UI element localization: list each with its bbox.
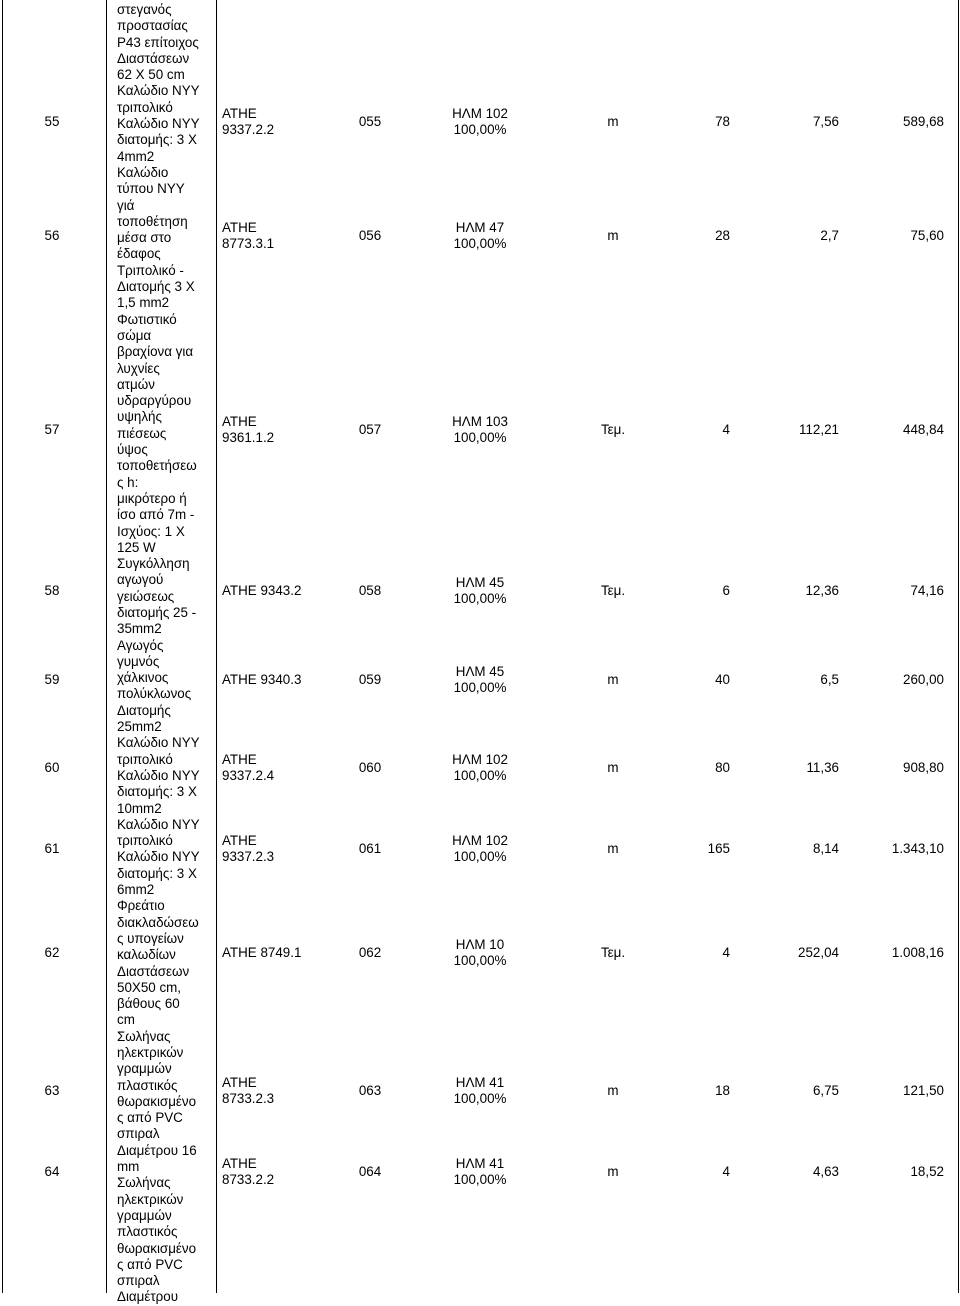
unit-price <box>735 672 839 688</box>
description-line: Σωλήνας <box>117 1028 171 1044</box>
description-line: 25mm2 <box>117 719 162 735</box>
unit-text: m <box>607 671 619 687</box>
item-number-text: 55 <box>44 113 60 129</box>
description-line: υψηλής <box>117 409 162 425</box>
quantity <box>660 841 730 857</box>
unit-price-text: 252,04 <box>798 944 839 960</box>
total-text: 18,52 <box>910 1163 944 1179</box>
article-number <box>340 945 400 961</box>
description-line: Καλώδιο NYY <box>117 767 200 783</box>
description-line: Καλώδιο NYY <box>117 735 200 751</box>
item-number <box>30 228 74 244</box>
table-border-left <box>2 0 3 1293</box>
unit-price <box>735 1164 839 1180</box>
description-line: μέσα στο <box>117 230 172 246</box>
unit-price-text: 2,7 <box>820 227 839 243</box>
unit-price-text: 11,36 <box>806 759 839 775</box>
article-code-text: 9337.2.4 <box>222 767 275 783</box>
description-line: Καλώδιο NYY <box>117 816 200 832</box>
unit-text: m <box>607 227 619 243</box>
article-code <box>222 220 332 253</box>
description-line: τριπολικό <box>117 99 173 115</box>
item-number <box>30 841 74 857</box>
total <box>840 945 944 961</box>
total <box>840 583 944 599</box>
quantity <box>660 583 730 599</box>
price-group-text: ΗΛΜ 10 <box>455 936 505 952</box>
item-number-text: 58 <box>44 582 60 598</box>
article-code-text: ΑΤΗΕ <box>222 413 257 429</box>
price-group <box>420 220 540 253</box>
description-line: πολύκλωνος <box>117 686 192 702</box>
description-line: Διαστάσεων <box>117 50 190 66</box>
description-line: 4mm2 <box>117 148 155 164</box>
item-number <box>30 583 74 599</box>
description-line: 125 W <box>117 539 156 555</box>
article-number <box>340 583 400 599</box>
description-line: πλαστικός <box>117 1224 178 1240</box>
description-line: τριπολικό <box>117 833 173 849</box>
unit-price-text: 8,14 <box>812 840 839 856</box>
article-code-text: 8773.3.1 <box>222 235 275 251</box>
total-text: 260,00 <box>903 671 944 687</box>
total <box>840 841 944 857</box>
quantity-text: 80 <box>715 759 730 775</box>
description-line: 35mm2 <box>117 621 162 637</box>
unit-price-text: 7,56 <box>812 113 839 129</box>
price-group-text: 100,00% <box>453 767 507 783</box>
article-code-text: ΑΤΗΕ 9343.2 <box>222 582 302 598</box>
item-number <box>30 422 74 438</box>
quantity <box>660 228 730 244</box>
description-line: τριπολικό <box>117 751 173 767</box>
description-line: mm <box>117 1159 140 1175</box>
description-line: θωρακισμένο <box>117 1240 197 1256</box>
total <box>840 672 944 688</box>
item-number-text: 62 <box>44 944 60 960</box>
column-divider <box>216 0 217 1293</box>
quantity <box>660 760 730 776</box>
description-line: γιά <box>117 197 135 213</box>
quantity-text: 18 <box>715 1082 730 1098</box>
description-line: 6mm2 <box>117 882 155 898</box>
description-line: Φωτιστικό <box>117 311 177 327</box>
description-line: μικρότερο ή <box>117 490 187 506</box>
description-line: ύψος <box>117 442 148 458</box>
unit-text: m <box>607 113 619 129</box>
total-text: 74,16 <box>910 582 944 598</box>
description-line: Διαμέτρου <box>117 1289 179 1305</box>
quantity-text: 4 <box>722 1163 730 1179</box>
unit-price <box>735 841 839 857</box>
quantity-text: 28 <box>715 227 730 243</box>
description-line: σώμα <box>117 327 152 343</box>
article-number-text: 062 <box>358 944 382 960</box>
description-line: ς h: <box>117 474 139 490</box>
item-number <box>30 1164 74 1180</box>
description-line: πλαστικός <box>117 1077 178 1093</box>
unit-price <box>735 945 839 961</box>
article-code-text: 9361.1.2 <box>222 429 275 445</box>
quantity <box>660 1164 730 1180</box>
unit-text: m <box>607 840 619 856</box>
description-line: P43 επίτοιχος <box>117 34 199 50</box>
unit-price-text: 112,21 <box>799 421 839 437</box>
total-text: 448,84 <box>903 421 944 437</box>
quantity-text: 78 <box>715 113 730 129</box>
description-line: στεγανός <box>117 2 172 17</box>
table-border-right <box>958 0 959 1293</box>
unit <box>558 583 668 599</box>
unit <box>558 114 668 130</box>
unit-text: m <box>607 1082 619 1098</box>
article-number-text: 059 <box>358 671 382 687</box>
description-line: 50X50 cm, <box>117 979 182 995</box>
unit <box>558 672 668 688</box>
unit-price <box>735 583 839 599</box>
article-code-text: ΑΤΗΕ <box>222 219 257 235</box>
price-group <box>420 414 540 447</box>
item-number-text: 60 <box>44 759 60 775</box>
price-group-text: 100,00% <box>453 848 507 864</box>
total <box>840 114 944 130</box>
total <box>840 760 944 776</box>
description-line: βραχίονα για <box>117 344 194 360</box>
price-group-text: 100,00% <box>453 1171 507 1187</box>
price-group-text: ΗΛΜ 102 <box>452 105 508 121</box>
quantity-text: 4 <box>722 944 730 960</box>
price-group-text: 100,00% <box>453 235 507 251</box>
quantity <box>660 1083 730 1099</box>
quantity <box>660 422 730 438</box>
article-code-text: 9337.2.2 <box>222 121 275 137</box>
description-line: προστασίας <box>117 18 188 34</box>
price-group-text: ΗΛΜ 47 <box>455 219 505 235</box>
unit-price <box>735 1083 839 1099</box>
unit-text: Τεμ. <box>600 421 626 437</box>
description-line: υδραργύρου <box>117 393 192 409</box>
price-group-text: 100,00% <box>453 590 507 606</box>
article-number-text: 056 <box>358 227 382 243</box>
price-group-text: ΗΛΜ 45 <box>455 663 505 679</box>
item-number-text: 61 <box>44 840 60 856</box>
description-line: πιέσεως <box>117 425 167 441</box>
article-number-text: 060 <box>358 759 382 775</box>
price-group-text: 100,00% <box>453 952 507 968</box>
article-number <box>340 841 400 857</box>
item-number <box>30 1083 74 1099</box>
description-line: αγωγού <box>117 572 164 588</box>
description-line: Αγωγός <box>117 637 164 653</box>
unit <box>558 1083 668 1099</box>
price-group <box>420 937 540 970</box>
quantity <box>660 114 730 130</box>
item-number <box>30 945 74 961</box>
total <box>840 228 944 244</box>
article-code-text: ΑΤΗΕ <box>222 832 257 848</box>
price-group-text: 100,00% <box>453 121 507 137</box>
unit-price <box>735 760 839 776</box>
description-line: διατομής: 3 X <box>117 132 197 148</box>
article-code <box>222 414 332 447</box>
description-line: Συγκόλληση <box>117 556 190 572</box>
item-number <box>30 672 74 688</box>
article-code <box>222 833 332 866</box>
item-number-text: 56 <box>44 227 60 243</box>
article-number <box>340 672 400 688</box>
item-number-text: 59 <box>44 671 60 687</box>
article-code-text: ΑΤΗΕ 8749.1 <box>222 944 302 960</box>
description-line: ς από PVC <box>117 1110 183 1126</box>
description-line: γραμμών <box>117 1207 172 1223</box>
article-number <box>340 422 400 438</box>
unit-price-text: 4,63 <box>812 1163 839 1179</box>
article-code-text: 8733.2.3 <box>222 1090 275 1106</box>
article-number <box>340 1164 400 1180</box>
description-line: χάλκινος <box>117 670 169 686</box>
price-group <box>420 752 540 785</box>
item-number-text: 63 <box>44 1082 60 1098</box>
description-line: ίσο από 7m - <box>117 507 195 523</box>
unit-price-text: 6,5 <box>820 671 839 687</box>
description-line: λυχνίες <box>117 360 160 376</box>
article-code-text: ΑΤΗΕ <box>222 751 257 767</box>
description-line: ηλεκτρικών <box>117 1191 184 1207</box>
article-code-text: 9337.2.3 <box>222 848 275 864</box>
description-line: τοποθετήσεω <box>117 458 197 474</box>
article-code <box>222 672 332 688</box>
article-number <box>340 228 400 244</box>
unit-price-text: 6,75 <box>812 1082 839 1098</box>
unit-text: m <box>607 1163 619 1179</box>
article-code <box>222 752 332 785</box>
unit-price <box>735 422 839 438</box>
price-group-text: ΗΛΜ 45 <box>455 574 505 590</box>
unit <box>558 945 668 961</box>
article-code-text: 8733.2.2 <box>222 1171 275 1187</box>
article-number-text: 064 <box>358 1163 382 1179</box>
item-number <box>30 760 74 776</box>
description-line: τοποθέτηση <box>117 213 188 229</box>
unit-text: Τεμ. <box>600 944 626 960</box>
price-group-text: 100,00% <box>453 679 507 695</box>
price-group <box>420 1075 540 1108</box>
total-text: 908,80 <box>903 759 944 775</box>
unit-text: Τεμ. <box>600 582 626 598</box>
total-text: 1.008,16 <box>891 944 944 960</box>
price-group <box>420 575 540 608</box>
quantity-text: 165 <box>707 840 730 856</box>
price-group-text: ΗΛΜ 102 <box>452 751 508 767</box>
article-code-text: ΑΤΗΕ <box>222 1074 257 1090</box>
description-line: ηλεκτρικών <box>117 1045 184 1060</box>
description-line: Σωλήνας <box>117 1175 171 1191</box>
description-line: έδαφος <box>117 246 161 262</box>
description-line: βάθους 60 <box>117 996 180 1012</box>
description-line: cm <box>117 1012 135 1028</box>
description-line: Διαμέτρου 16 <box>117 1142 197 1158</box>
total-text: 75,60 <box>910 227 944 243</box>
column-divider <box>106 0 107 1293</box>
description-line: γραμμών <box>117 1061 172 1077</box>
article-code-text: ΑΤΗΕ 9340.3 <box>222 671 302 687</box>
price-group-text: ΗΛΜ 103 <box>452 413 508 429</box>
description-column <box>117 2 213 1306</box>
total-text: 121,50 <box>903 1082 944 1098</box>
article-number-text: 057 <box>358 421 382 437</box>
quantity <box>660 672 730 688</box>
description-line: διακλαδώσεω <box>117 914 199 930</box>
unit-text: m <box>607 759 619 775</box>
price-group <box>420 106 540 139</box>
article-number-text: 055 <box>358 113 382 129</box>
description-line: Καλώδιο NYY <box>117 83 200 99</box>
unit <box>558 422 668 438</box>
description-line: ς από PVC <box>117 1256 183 1272</box>
description-line: Φρεάτιο <box>117 898 165 914</box>
article-number-text: 061 <box>358 840 382 856</box>
price-group <box>420 664 540 697</box>
price-group-text: ΗΛΜ 102 <box>452 832 508 848</box>
unit-price <box>735 114 839 130</box>
total-text: 589,68 <box>903 113 944 129</box>
article-number <box>340 760 400 776</box>
unit <box>558 841 668 857</box>
unit <box>558 1164 668 1180</box>
article-number <box>340 1083 400 1099</box>
price-group-text: ΗΛΜ 41 <box>455 1074 505 1090</box>
description-line: διατομής: 3 X <box>117 784 197 800</box>
unit <box>558 228 668 244</box>
description-line: ατμών <box>117 376 155 392</box>
description-line: θωρακισμένο <box>117 1093 197 1109</box>
total <box>840 1083 944 1099</box>
article-number-text: 063 <box>358 1082 382 1098</box>
description-line: 10mm2 <box>117 800 162 816</box>
description-line: Καλώδιο NYY <box>117 849 200 865</box>
description-line: γυμνός <box>117 653 160 669</box>
quantity-text: 6 <box>722 582 730 598</box>
description-line: γειώσεως <box>117 588 175 604</box>
unit-price-text: 12,36 <box>805 582 839 598</box>
description-line: Καλώδιο <box>117 164 169 180</box>
description-line: Διαστάσεων <box>117 963 190 979</box>
description-line: Διατομής 3 X <box>117 279 195 295</box>
description-line: σπιραλ <box>117 1126 160 1142</box>
article-code <box>222 583 332 599</box>
total <box>840 1164 944 1180</box>
quantity-text: 40 <box>715 671 730 687</box>
description-line: Ισχύος: 1 X <box>117 523 185 539</box>
description-line: 1,5 mm2 <box>117 295 170 311</box>
price-group <box>420 833 540 866</box>
unit <box>558 760 668 776</box>
description-line: διατομής 25 - <box>117 604 197 620</box>
price-group <box>420 1156 540 1189</box>
unit-price <box>735 228 839 244</box>
description-line: Καλώδιο NYY <box>117 116 200 132</box>
price-group-text: ΗΛΜ 41 <box>455 1155 505 1171</box>
price-group-text: 100,00% <box>453 429 507 445</box>
description-line: καλωδίων <box>117 947 176 963</box>
description-line: σπιραλ <box>117 1273 160 1289</box>
description-line: διατομής: 3 X <box>117 865 197 881</box>
article-code <box>222 106 332 139</box>
total <box>840 422 944 438</box>
item-number-text: 57 <box>44 421 60 437</box>
article-number <box>340 114 400 130</box>
description-line: 62 X 50 cm <box>117 67 185 83</box>
article-code <box>222 1156 332 1189</box>
description-line: τύπου NYY <box>117 181 185 197</box>
article-code-text: ΑΤΗΕ <box>222 1155 257 1171</box>
quantity <box>660 945 730 961</box>
article-code <box>222 1075 332 1108</box>
description-line: Διατομής <box>117 702 171 718</box>
item-number <box>30 114 74 130</box>
item-number-text: 64 <box>44 1163 60 1179</box>
price-group-text: 100,00% <box>453 1090 507 1106</box>
article-code-text: ΑΤΗΕ <box>222 105 257 121</box>
description-line: ς υπογείων <box>117 930 184 946</box>
total-text: 1.343,10 <box>891 840 944 856</box>
article-code <box>222 945 332 961</box>
quantity-text: 4 <box>722 421 730 437</box>
article-number-text: 058 <box>358 582 382 598</box>
description-line: Τριπολικό - <box>117 262 184 278</box>
